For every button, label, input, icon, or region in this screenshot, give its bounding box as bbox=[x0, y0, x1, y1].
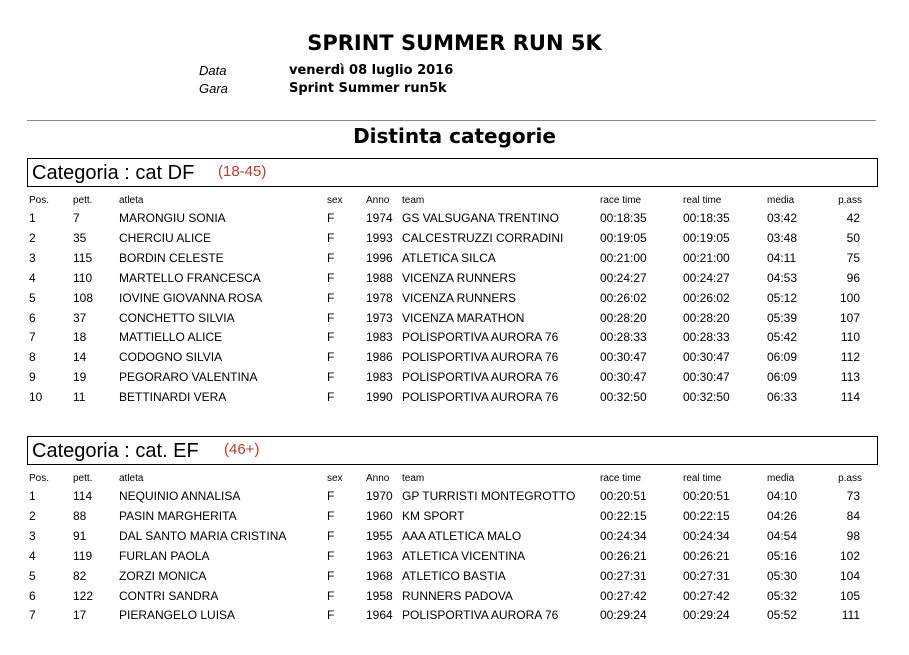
cell-team: VICENZA RUNNERS bbox=[402, 270, 517, 285]
column-header-pace: media bbox=[767, 473, 795, 484]
category-label: Categoria : cat. EF bbox=[32, 440, 199, 462]
cell-team: VICENZA RUNNERS bbox=[402, 290, 517, 305]
cell-sex: F bbox=[327, 350, 335, 365]
cell-athlete: CODOGNO SILVIA bbox=[119, 350, 223, 365]
cell-pace: 04:26 bbox=[767, 508, 798, 523]
cell-race-time: 00:21:00 bbox=[600, 250, 647, 265]
cell-overall-position: 98 bbox=[846, 528, 860, 543]
cell-position: 3 bbox=[29, 528, 36, 543]
cell-overall-position: 114 bbox=[840, 390, 860, 405]
cell-pace: 05:12 bbox=[767, 290, 798, 305]
cell-sex: F bbox=[327, 270, 335, 285]
cell-athlete: PIERANGELO LUISA bbox=[119, 608, 236, 623]
cell-position: 10 bbox=[29, 390, 43, 405]
column-header-bib: pett. bbox=[73, 195, 93, 206]
column-header-race-time: race time bbox=[600, 195, 642, 206]
cell-position: 4 bbox=[29, 270, 36, 285]
cell-team: POLISPORTIVA AURORA 76 bbox=[402, 370, 559, 385]
cell-team: ATLETICO BASTIA bbox=[402, 568, 506, 583]
cell-year: 1963 bbox=[366, 548, 393, 563]
cell-sex: F bbox=[327, 310, 335, 325]
cell-bib: 37 bbox=[73, 310, 87, 325]
cell-overall-position: 111 bbox=[841, 608, 860, 623]
cell-real-time: 00:30:47 bbox=[683, 350, 730, 365]
column-header-pace: media bbox=[767, 195, 795, 206]
cell-team: KM SPORT bbox=[402, 508, 465, 523]
cell-overall-position: 96 bbox=[846, 270, 860, 285]
column-header-real-time: real time bbox=[683, 473, 722, 484]
cell-pace: 05:42 bbox=[767, 330, 798, 345]
column-header-real-time: real time bbox=[683, 195, 722, 206]
cell-sex: F bbox=[327, 330, 335, 345]
cell-pace: 06:33 bbox=[767, 390, 798, 405]
column-header-year: Anno bbox=[366, 473, 390, 484]
cell-real-time: 00:18:35 bbox=[683, 211, 730, 225]
cell-position: 7 bbox=[29, 608, 36, 623]
cell-athlete: NEQUINIO ANNALISA bbox=[119, 489, 241, 503]
cell-race-time: 00:30:47 bbox=[600, 370, 647, 385]
cell-bib: 122 bbox=[73, 588, 94, 603]
cell-position: 5 bbox=[29, 290, 36, 305]
table-row bbox=[0, 489, 909, 509]
cell-real-time: 00:29:24 bbox=[683, 608, 730, 623]
cell-year: 1960 bbox=[366, 508, 393, 523]
cell-athlete: CHERCIU ALICE bbox=[119, 230, 212, 245]
cell-position: 3 bbox=[29, 250, 36, 265]
cell-athlete: PASIN MARGHERITA bbox=[119, 508, 237, 523]
cell-athlete: BETTINARDI VERA bbox=[119, 390, 227, 405]
table-row bbox=[0, 311, 909, 331]
category-header bbox=[27, 436, 878, 465]
cell-athlete: BORDIN CELESTE bbox=[119, 250, 224, 265]
cell-overall-position: 50 bbox=[846, 230, 860, 245]
cell-year: 1996 bbox=[366, 250, 393, 265]
table-row bbox=[0, 350, 909, 370]
column-header-position: Pos. bbox=[29, 195, 50, 206]
cell-year: 1988 bbox=[366, 270, 393, 285]
cell-race-time: 00:24:34 bbox=[600, 528, 647, 543]
table-row bbox=[0, 271, 909, 291]
cell-race-time: 00:27:42 bbox=[600, 588, 647, 603]
table-row bbox=[0, 608, 909, 628]
cell-overall-position: 110 bbox=[840, 330, 860, 345]
cell-bib: 82 bbox=[73, 568, 87, 583]
table-row bbox=[0, 370, 909, 390]
cell-year: 1993 bbox=[366, 230, 393, 245]
cell-position: 6 bbox=[29, 588, 36, 603]
cell-athlete: MARONGIU SONIA bbox=[119, 211, 226, 225]
cell-overall-position: 112 bbox=[840, 350, 860, 365]
cell-year: 1973 bbox=[366, 310, 393, 325]
cell-bib: 17 bbox=[73, 608, 87, 623]
cell-sex: F bbox=[327, 588, 335, 603]
cell-real-time: 00:28:20 bbox=[683, 310, 730, 325]
cell-year: 1955 bbox=[366, 528, 393, 543]
cell-bib: 88 bbox=[73, 508, 87, 523]
cell-team: POLISPORTIVA AURORA 76 bbox=[402, 390, 559, 405]
cell-pace: 05:30 bbox=[767, 568, 798, 583]
cell-position: 1 bbox=[29, 489, 36, 503]
column-header-year: Anno bbox=[366, 195, 390, 206]
column-header-bib: pett. bbox=[73, 473, 93, 484]
cell-pace: 04:11 bbox=[767, 250, 797, 265]
cell-position: 2 bbox=[29, 230, 36, 245]
cell-race-time: 00:28:20 bbox=[600, 310, 647, 325]
table-row bbox=[0, 330, 909, 350]
cell-team: POLISPORTIVA AURORA 76 bbox=[402, 350, 559, 365]
section-title: Distinta categorie bbox=[353, 124, 556, 148]
cell-real-time: 00:24:34 bbox=[683, 528, 730, 543]
cell-sex: F bbox=[327, 250, 335, 265]
cell-team: GS VALSUGANA TRENTINO bbox=[402, 211, 559, 225]
column-header-team: team bbox=[402, 473, 425, 484]
cell-race-time: 00:32:50 bbox=[600, 390, 647, 405]
table-row bbox=[0, 549, 909, 569]
column-header-team: team bbox=[402, 195, 425, 206]
cell-bib: 18 bbox=[73, 330, 87, 345]
cell-real-time: 00:32:50 bbox=[683, 390, 730, 405]
cell-bib: 115 bbox=[73, 250, 93, 265]
cell-real-time: 00:30:47 bbox=[683, 370, 730, 385]
cell-sex: F bbox=[327, 230, 335, 245]
cell-athlete: MARTELLO FRANCESCA bbox=[119, 270, 261, 285]
column-header-position: Pos. bbox=[29, 473, 50, 484]
cell-race-time: 00:30:47 bbox=[600, 350, 647, 365]
cell-pace: 05:52 bbox=[767, 608, 798, 623]
cell-real-time: 00:26:02 bbox=[683, 290, 730, 305]
cell-sex: F bbox=[327, 390, 335, 405]
cell-race-time: 00:28:33 bbox=[600, 330, 647, 345]
cell-race-time: 00:22:15 bbox=[600, 508, 647, 523]
column-header-sex: sex bbox=[327, 473, 343, 484]
cell-year: 1964 bbox=[366, 608, 393, 623]
cell-pace: 03:48 bbox=[767, 230, 798, 245]
cell-sex: F bbox=[327, 290, 335, 305]
race-label: Gara bbox=[199, 81, 228, 96]
cell-pace: 03:42 bbox=[767, 211, 798, 225]
cell-athlete: MATTIELLO ALICE bbox=[119, 330, 223, 345]
table-row bbox=[0, 231, 909, 251]
cell-bib: 14 bbox=[73, 350, 87, 365]
cell-real-time: 00:22:15 bbox=[683, 508, 730, 523]
cell-real-time: 00:27:31 bbox=[683, 568, 730, 583]
cell-position: 2 bbox=[29, 508, 36, 523]
cell-team: GP TURRISTI MONTEGROTTO bbox=[402, 489, 576, 503]
cell-pace: 05:39 bbox=[767, 310, 798, 325]
cell-pace: 05:16 bbox=[767, 548, 798, 563]
cell-position: 7 bbox=[29, 330, 36, 345]
cell-pace: 04:53 bbox=[767, 270, 798, 285]
cell-bib: 19 bbox=[73, 370, 87, 385]
cell-sex: F bbox=[327, 489, 335, 503]
cell-position: 1 bbox=[29, 211, 36, 225]
cell-sex: F bbox=[327, 568, 335, 583]
cell-overall-position: 113 bbox=[840, 370, 860, 385]
column-header-overall-position: p.ass bbox=[838, 195, 862, 206]
table-header bbox=[0, 195, 909, 209]
cell-position: 9 bbox=[29, 370, 36, 385]
cell-overall-position: 105 bbox=[839, 588, 860, 603]
cell-race-time: 00:18:35 bbox=[600, 211, 647, 225]
cell-position: 5 bbox=[29, 568, 36, 583]
category-age-range: (46+) bbox=[224, 441, 260, 458]
cell-race-time: 00:26:02 bbox=[600, 290, 647, 305]
cell-real-time: 00:27:42 bbox=[683, 588, 730, 603]
cell-pace: 06:09 bbox=[767, 370, 798, 385]
cell-sex: F bbox=[327, 608, 335, 623]
date-label: Data bbox=[199, 63, 227, 78]
cell-race-time: 00:29:24 bbox=[600, 608, 647, 623]
cell-bib: 7 bbox=[73, 211, 80, 225]
cell-year: 1978 bbox=[366, 290, 393, 305]
cell-team: POLISPORTIVA AURORA 76 bbox=[402, 330, 559, 345]
table-row bbox=[0, 589, 909, 609]
cell-bib: 114 bbox=[73, 489, 93, 503]
table-row bbox=[0, 291, 909, 311]
cell-overall-position: 73 bbox=[846, 489, 860, 503]
table-row bbox=[0, 251, 909, 271]
cell-bib: 35 bbox=[73, 230, 87, 245]
date-value: venerdì 08 luglio 2016 bbox=[289, 63, 454, 78]
cell-athlete: PEGORARO VALENTINA bbox=[119, 370, 258, 385]
cell-pace: 05:32 bbox=[767, 588, 798, 603]
cell-position: 8 bbox=[29, 350, 36, 365]
cell-athlete: DAL SANTO MARIA CRISTINA bbox=[119, 528, 287, 543]
divider bbox=[27, 120, 876, 121]
table-row bbox=[0, 529, 909, 549]
cell-bib: 110 bbox=[73, 270, 93, 285]
cell-overall-position: 100 bbox=[839, 290, 860, 305]
cell-overall-position: 84 bbox=[846, 508, 860, 523]
cell-pace: 04:54 bbox=[767, 528, 798, 543]
cell-bib: 11 bbox=[73, 390, 86, 405]
report-title: SPRINT SUMMER RUN 5K bbox=[307, 31, 602, 55]
cell-real-time: 00:28:33 bbox=[683, 330, 730, 345]
cell-team: VICENZA MARATHON bbox=[402, 310, 525, 325]
cell-real-time: 00:19:05 bbox=[683, 230, 730, 245]
cell-year: 1983 bbox=[366, 330, 393, 345]
cell-overall-position: 102 bbox=[839, 548, 860, 563]
cell-year: 1968 bbox=[366, 568, 393, 583]
cell-position: 4 bbox=[29, 548, 36, 563]
cell-team: CALCESTRUZZI CORRADINI bbox=[402, 230, 564, 245]
category-age-range: (18-45) bbox=[218, 163, 267, 180]
column-header-race-time: race time bbox=[600, 473, 642, 484]
cell-bib: 108 bbox=[73, 290, 94, 305]
cell-bib: 119 bbox=[73, 548, 93, 563]
cell-year: 1986 bbox=[366, 350, 393, 365]
category-header bbox=[27, 158, 878, 187]
cell-team: RUNNERS PADOVA bbox=[402, 588, 513, 603]
cell-sex: F bbox=[327, 548, 335, 563]
cell-real-time: 00:24:27 bbox=[683, 270, 730, 285]
cell-overall-position: 107 bbox=[839, 310, 860, 325]
column-header-athlete: atleta bbox=[119, 473, 144, 484]
column-header-overall-position: p.ass bbox=[838, 473, 862, 484]
cell-year: 1983 bbox=[366, 370, 393, 385]
column-header-athlete: atleta bbox=[119, 195, 144, 206]
cell-pace: 04:10 bbox=[767, 489, 798, 503]
cell-pace: 06:09 bbox=[767, 350, 798, 365]
cell-athlete: IOVINE GIOVANNA ROSA bbox=[119, 290, 263, 305]
cell-sex: F bbox=[327, 528, 335, 543]
cell-team: ATLETICA SILCA bbox=[402, 250, 496, 265]
cell-race-time: 00:26:21 bbox=[600, 548, 647, 563]
column-header-sex: sex bbox=[327, 195, 343, 206]
cell-team: AAA ATLETICA MALO bbox=[402, 528, 522, 543]
table-header bbox=[0, 473, 909, 487]
cell-team: POLISPORTIVA AURORA 76 bbox=[402, 608, 559, 623]
cell-race-time: 00:19:05 bbox=[600, 230, 647, 245]
cell-year: 1970 bbox=[366, 489, 393, 503]
cell-athlete: CONTRI SANDRA bbox=[119, 588, 219, 603]
cell-athlete: ZORZI MONICA bbox=[119, 568, 207, 583]
cell-sex: F bbox=[327, 370, 335, 385]
cell-overall-position: 104 bbox=[839, 568, 860, 583]
cell-position: 6 bbox=[29, 310, 36, 325]
race-value: Sprint Summer run5k bbox=[289, 81, 447, 96]
cell-team: ATLETICA VICENTINA bbox=[402, 548, 526, 563]
cell-real-time: 00:20:51 bbox=[683, 489, 730, 503]
cell-year: 1958 bbox=[366, 588, 393, 603]
category-label: Categoria : cat DF bbox=[32, 162, 195, 184]
cell-athlete: FURLAN PAOLA bbox=[119, 548, 210, 563]
cell-year: 1974 bbox=[366, 211, 393, 225]
table-row bbox=[0, 390, 909, 410]
cell-sex: F bbox=[327, 211, 335, 225]
cell-race-time: 00:27:31 bbox=[600, 568, 647, 583]
cell-bib: 91 bbox=[73, 528, 87, 543]
cell-race-time: 00:24:27 bbox=[600, 270, 647, 285]
cell-overall-position: 42 bbox=[846, 211, 860, 225]
cell-athlete: CONCHETTO SILVIA bbox=[119, 310, 235, 325]
table-row bbox=[0, 569, 909, 589]
cell-year: 1990 bbox=[366, 390, 393, 405]
cell-race-time: 00:20:51 bbox=[600, 489, 647, 503]
cell-overall-position: 75 bbox=[846, 250, 860, 265]
cell-sex: F bbox=[327, 508, 335, 523]
table-row bbox=[0, 211, 909, 231]
cell-real-time: 00:26:21 bbox=[683, 548, 730, 563]
table-row bbox=[0, 509, 909, 529]
cell-real-time: 00:21:00 bbox=[683, 250, 730, 265]
